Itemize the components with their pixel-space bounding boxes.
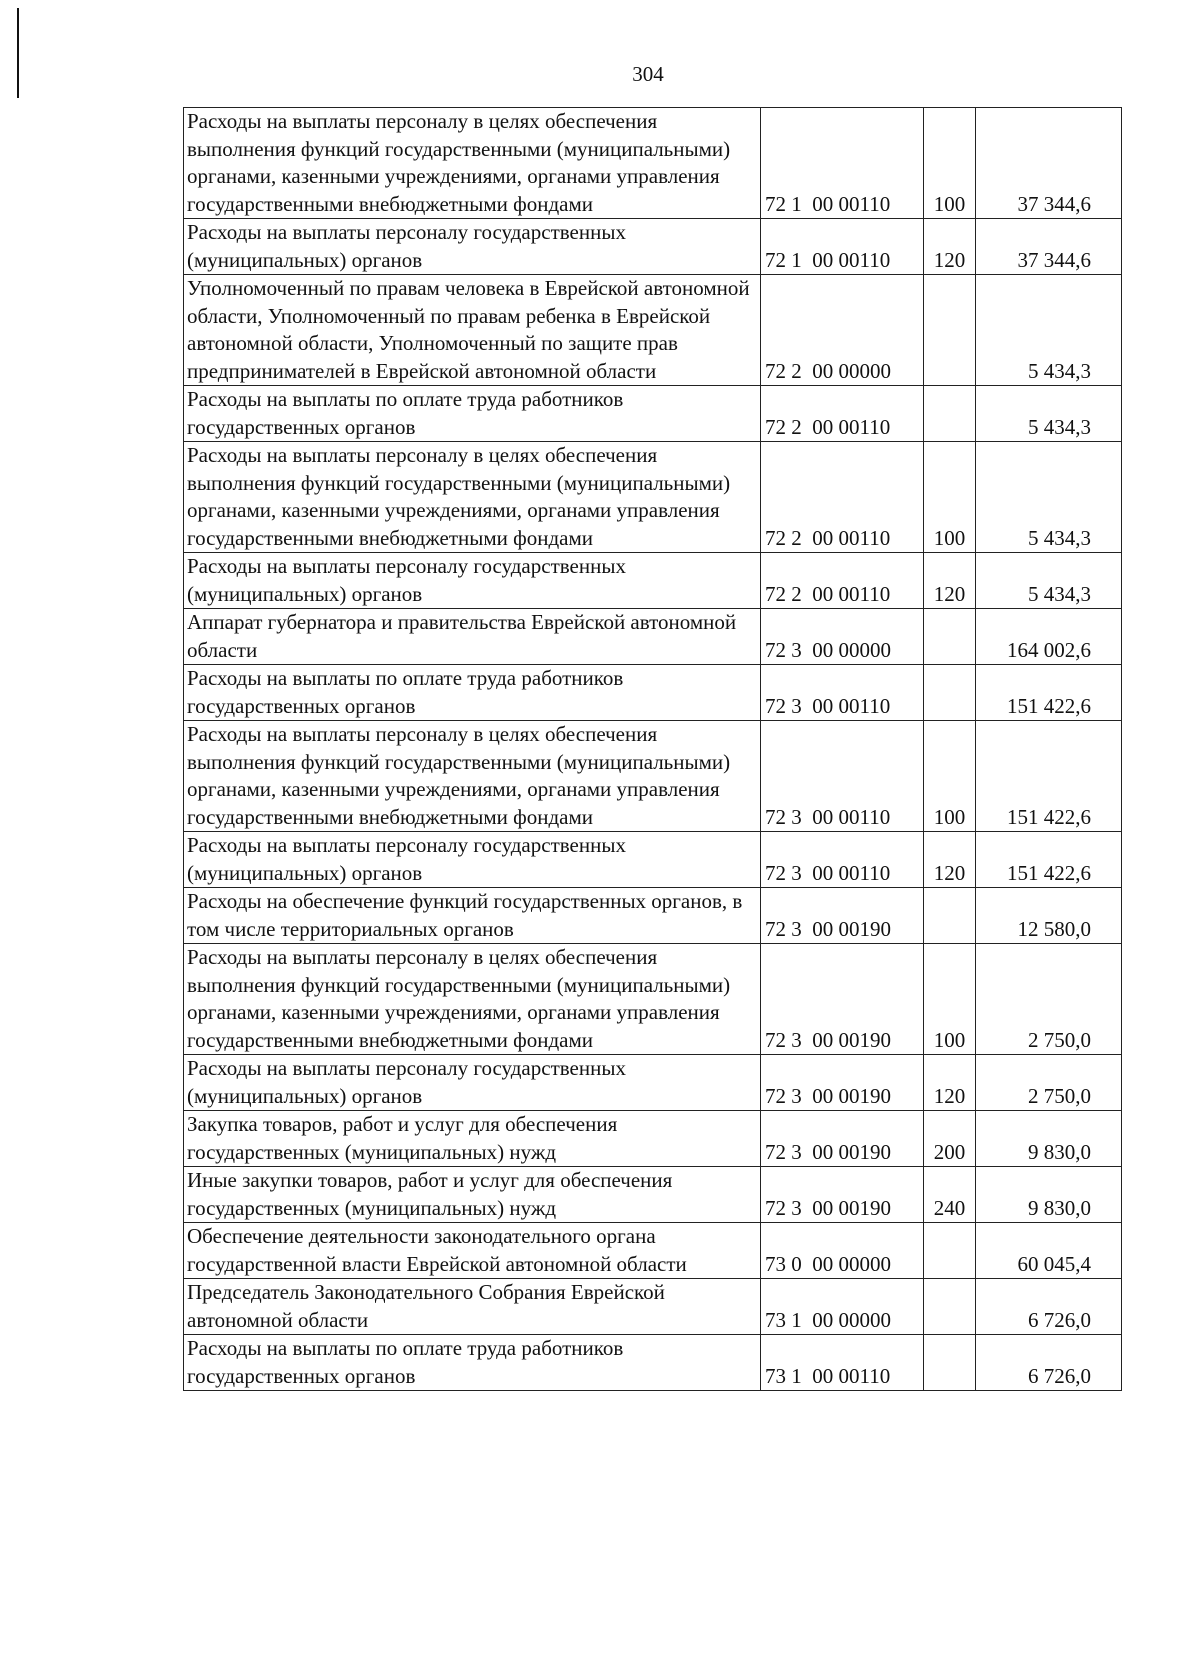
row-expense-type-cell [924, 275, 976, 386]
table-row [184, 275, 1122, 386]
budget-table [183, 107, 1122, 1391]
page-number: 304 [632, 62, 664, 86]
row-sum-cell: 6 726,0 [976, 1279, 1122, 1335]
table-row [184, 442, 1122, 553]
budget-table-container [183, 107, 1122, 1391]
row-expense-type-cell: 120 [924, 1055, 976, 1111]
row-expense-type-cell: 120 [924, 832, 976, 888]
row-code-cell: 72 3 00 00110 [761, 721, 924, 832]
row-expense-type-cell: 240 [924, 1167, 976, 1223]
row-code-cell: 72 1 00 00110 [761, 108, 924, 219]
row-expense-type-cell: 100 [924, 108, 976, 219]
row-sum-cell: 151 422,6 [976, 665, 1122, 721]
row-sum-cell: 5 434,3 [976, 442, 1122, 553]
row-expense-type-cell: 100 [924, 442, 976, 553]
row-sum-cell: 5 434,3 [976, 386, 1122, 442]
row-name-cell: Иные закупки товаров, работ и услуг для обеспечения государственных (муниципальных) нужд [184, 1167, 761, 1223]
row-sum-cell: 2 750,0 [976, 1055, 1122, 1111]
row-name-cell: Расходы на выплаты персоналу в целях обеспечения выполнения функций государственными (муниципальными) органами, казенными учреждениями, органами управления государственными внебюджетными фондами [184, 108, 761, 219]
row-code-cell: 72 3 00 00190 [761, 944, 924, 1055]
table-row [184, 219, 1122, 275]
row-sum-cell: 151 422,6 [976, 832, 1122, 888]
row-expense-type-cell: 100 [924, 721, 976, 832]
row-sum-cell: 60 045,4 [976, 1223, 1122, 1279]
row-name-cell: Председатель Законодательного Собрания Еврейской автономной области [184, 1279, 761, 1335]
row-sum-cell: 37 344,6 [976, 219, 1122, 275]
budget-table-body [184, 108, 1122, 1391]
row-code-cell: 72 3 00 00190 [761, 1055, 924, 1111]
table-row [184, 1167, 1122, 1223]
table-row [184, 1055, 1122, 1111]
row-code-cell: 72 3 00 00190 [761, 1167, 924, 1223]
row-expense-type-cell: 100 [924, 944, 976, 1055]
row-name-cell: Расходы на выплаты персоналу государственных (муниципальных) органов [184, 1055, 761, 1111]
row-sum-cell: 164 002,6 [976, 609, 1122, 665]
row-sum-cell: 5 434,3 [976, 275, 1122, 386]
row-code-cell: 73 0 00 00000 [761, 1223, 924, 1279]
row-name-cell: Расходы на выплаты персоналу в целях обеспечения выполнения функций государственными (муниципальными) органами, казенными учреждениями, органами управления государственными внебюджетными фондами [184, 442, 761, 553]
row-name-cell: Расходы на выплаты персоналу в целях обеспечения выполнения функций государственными (муниципальными) органами, казенными учреждениями, органами управления государственными внебюджетными фондами [184, 721, 761, 832]
row-code-cell: 72 2 00 00110 [761, 386, 924, 442]
table-row [184, 721, 1122, 832]
table-row [184, 386, 1122, 442]
row-sum-cell: 9 830,0 [976, 1167, 1122, 1223]
row-sum-cell: 9 830,0 [976, 1111, 1122, 1167]
row-expense-type-cell [924, 1279, 976, 1335]
row-name-cell: Обеспечение деятельности законодательного органа государственной власти Еврейской автономной области [184, 1223, 761, 1279]
row-expense-type-cell: 120 [924, 219, 976, 275]
row-expense-type-cell: 120 [924, 553, 976, 609]
row-name-cell: Расходы на выплаты по оплате труда работников государственных органов [184, 386, 761, 442]
row-expense-type-cell [924, 609, 976, 665]
row-sum-cell: 6 726,0 [976, 1335, 1122, 1391]
table-row [184, 1111, 1122, 1167]
row-expense-type-cell: 200 [924, 1111, 976, 1167]
row-code-cell: 72 1 00 00110 [761, 219, 924, 275]
row-code-cell: 72 2 00 00110 [761, 442, 924, 553]
row-code-cell: 72 3 00 00190 [761, 1111, 924, 1167]
table-row [184, 609, 1122, 665]
row-sum-cell: 12 580,0 [976, 888, 1122, 944]
row-name-cell: Уполномоченный по правам человека в Еврейской автономной области, Уполномоченный по правам ребенка в Еврейской автономной области, Уполномоченный по защите прав предпринимателей в Еврейской автономной области [184, 275, 761, 386]
row-expense-type-cell [924, 665, 976, 721]
row-expense-type-cell [924, 888, 976, 944]
row-code-cell: 72 3 00 00190 [761, 888, 924, 944]
row-code-cell: 72 3 00 00110 [761, 665, 924, 721]
row-code-cell: 72 3 00 00000 [761, 609, 924, 665]
row-code-cell: 72 3 00 00110 [761, 832, 924, 888]
table-row [184, 1279, 1122, 1335]
row-sum-cell: 2 750,0 [976, 944, 1122, 1055]
table-row [184, 108, 1122, 219]
row-name-cell: Закупка товаров, работ и услуг для обеспечения государственных (муниципальных) нужд [184, 1111, 761, 1167]
row-code-cell: 72 2 00 00110 [761, 553, 924, 609]
row-expense-type-cell [924, 386, 976, 442]
table-row [184, 665, 1122, 721]
row-code-cell: 72 2 00 00000 [761, 275, 924, 386]
row-code-cell: 73 1 00 00000 [761, 1279, 924, 1335]
row-name-cell: Расходы на обеспечение функций государственных органов, в том числе территориальных органов [184, 888, 761, 944]
row-sum-cell: 37 344,6 [976, 108, 1122, 219]
table-row [184, 944, 1122, 1055]
row-name-cell: Аппарат губернатора и правительства Еврейской автономной области [184, 609, 761, 665]
row-name-cell: Расходы на выплаты персоналу государственных (муниципальных) органов [184, 553, 761, 609]
row-code-cell: 73 1 00 00110 [761, 1335, 924, 1391]
row-name-cell: Расходы на выплаты персоналу государственных (муниципальных) органов [184, 219, 761, 275]
row-name-cell: Расходы на выплаты персоналу государственных (муниципальных) органов [184, 832, 761, 888]
row-sum-cell: 151 422,6 [976, 721, 1122, 832]
table-row [184, 888, 1122, 944]
table-row [184, 553, 1122, 609]
row-name-cell: Расходы на выплаты по оплате труда работников государственных органов [184, 665, 761, 721]
row-name-cell: Расходы на выплаты по оплате труда работников государственных органов [184, 1335, 761, 1391]
table-row [184, 1223, 1122, 1279]
table-row [184, 1335, 1122, 1391]
row-sum-cell: 5 434,3 [976, 553, 1122, 609]
table-row [184, 832, 1122, 888]
row-expense-type-cell [924, 1223, 976, 1279]
row-expense-type-cell [924, 1335, 976, 1391]
row-name-cell: Расходы на выплаты персоналу в целях обеспечения выполнения функций государственными (муниципальными) органами, казенными учреждениями, органами управления государственными внебюджетными фондами [184, 944, 761, 1055]
